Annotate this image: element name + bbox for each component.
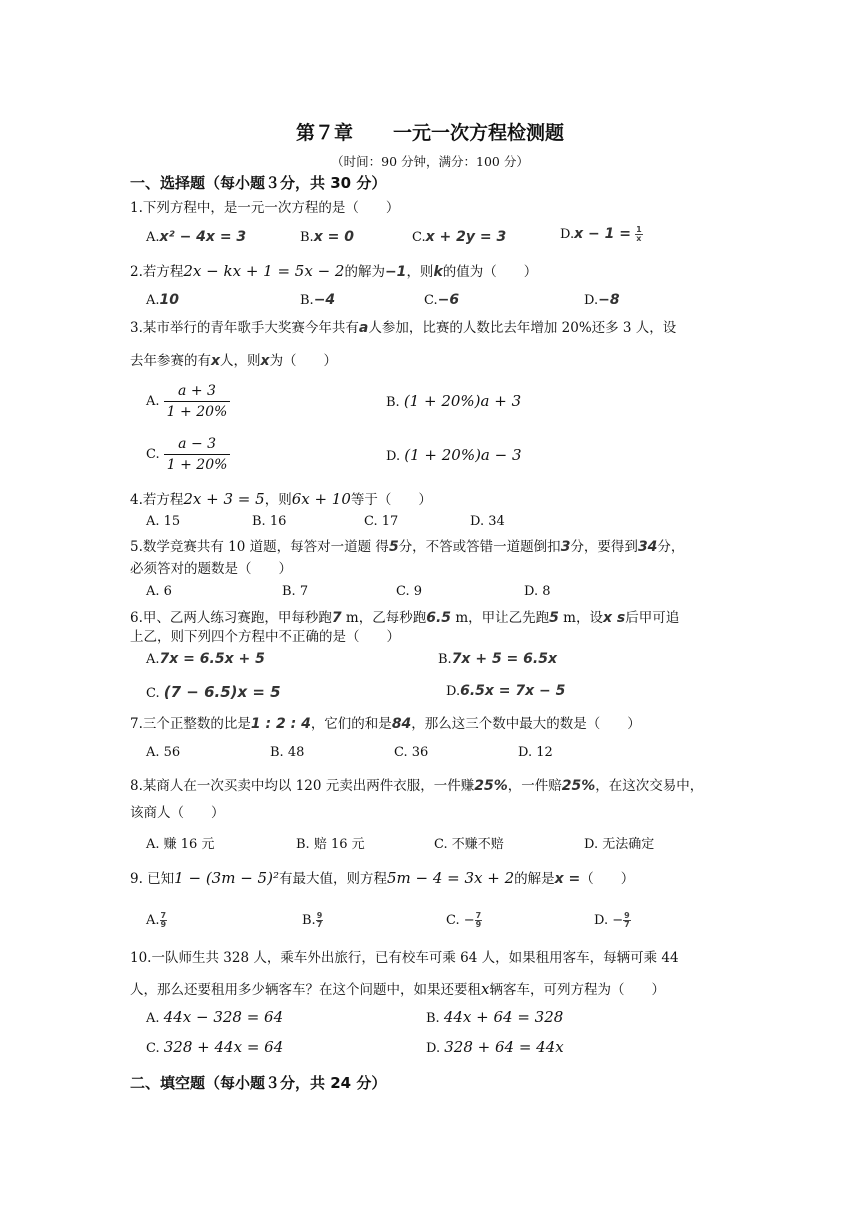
q1-option-c: C.x + 2y = 3 — [412, 229, 507, 245]
q1-option-b: B.x = 0 — [300, 229, 354, 245]
q9-option-a: A. $\frac{7}{9}$ — [146, 911, 167, 929]
question-10-line-2: 人，那么还要租用多少辆客车？在这个问题中，如果还要租x辆客车，可列方程为（ ） — [130, 980, 665, 998]
q5-option-c: C. 9 — [396, 584, 423, 599]
question-6-line-1: 6.甲、乙两人练习赛跑，甲每秒跑7 m，乙每秒跑6.5 m，甲让乙先跑5 m，设x s后甲可追 — [130, 610, 680, 626]
q2-option-d: D.−8 — [584, 292, 620, 308]
q1-option-a: A.x² − 4x = 3 — [146, 229, 247, 245]
question-9: 9. 已知1 − (3m − 5)²有最大值，则方程5m − 4 = 3x + 2的解是x =（ ） — [130, 869, 635, 887]
q9-option-d: D. − $\frac{9}{7}$ — [594, 911, 630, 929]
q6-option-d: D.6.5x = 7x − 5 — [446, 683, 566, 699]
q8-option-d: D. 无法确定 — [584, 837, 655, 852]
q10-option-d: D. 328 + 64 = 44x — [426, 1038, 564, 1056]
q9-option-c: C. − $\frac{7}{9}$ — [446, 911, 482, 929]
question-8-line-2: 该商人（ ） — [130, 805, 225, 821]
q5-option-a: A. 6 — [146, 584, 172, 599]
question-5-line-1: 5.数学竞赛共有 10 道题，每答对一道题 得5分，不答或答错一道题倒扣3分，要得到34分， — [130, 539, 685, 555]
section-heading-choice: 一、选择题（每小题３分，共 30 分） — [130, 174, 387, 192]
question-2: 2.若方程2x − kx + 1 = 5x − 2的解为−1，则k的值为（ ） — [130, 262, 538, 280]
q4-option-a: A. 15 — [146, 514, 181, 529]
q1-option-d: D.x − 1 = $\frac{1}{x}$ — [560, 225, 642, 243]
question-7: 7.三个正整数的比是1 : 2 : 4，它们的和是84，那么这三个数中最大的数是（ ） — [130, 716, 641, 732]
q3-option-d: D. (1 + 20%)a − 3 — [386, 446, 522, 464]
exam-info: （时间：90 分钟，满分：100 分） — [331, 154, 529, 169]
q7-option-c: C. 36 — [394, 745, 429, 760]
q3-option-c: C. $\frac{a - 3}{1 + 20\%}$ — [146, 434, 230, 475]
q7-option-d: D. 12 — [518, 745, 553, 760]
q6-option-b: B.7x + 5 = 6.5x — [438, 651, 557, 667]
q8-option-a: A. 赚 16 元 — [146, 837, 215, 852]
question-1: 1.下列方程中，是一元一次方程的是（ ） — [130, 200, 400, 216]
q9-option-b: B. $\frac{9}{7}$ — [302, 911, 323, 929]
question-8-line-1: 8.某商人在一次买卖中均以 120 元卖出两件衣服，一件赚25%，一件赔25%，在这次交易中， — [130, 778, 704, 794]
question-6-line-2: 上乙，则下列四个方程中不正确的是（ ） — [130, 629, 400, 645]
chapter-name: 一元一次方程检测题 — [393, 122, 565, 144]
question-3-line-2: 去年参赛的有x人，则x为（ ） — [130, 353, 338, 369]
q8-option-c: C. 不赚不赔 — [434, 837, 504, 852]
q2-option-b: B.−4 — [300, 292, 336, 308]
question-3-line-1: 3.某市举行的青年歌手大奖赛今年共有a人参加，比赛的人数比去年增加 20%还多 3 人，设 — [130, 320, 677, 336]
question-4: 4.若方程2x + 3 = 5，则6x + 10等于（ ） — [130, 490, 432, 508]
q2-option-a: A.10 — [146, 292, 180, 308]
q2-option-c: C.−6 — [424, 292, 460, 308]
q3-option-a: A. $\frac{a + 3}{1 + 20\%}$ — [146, 381, 230, 422]
q10-option-a: A. 44x − 328 = 64 — [146, 1008, 284, 1026]
q7-option-b: B. 48 — [270, 745, 305, 760]
q4-option-c: C. 17 — [364, 514, 399, 529]
q5-option-d: D. 8 — [524, 584, 551, 599]
q6-option-a: A.7x = 6.5x + 5 — [146, 651, 265, 667]
q4-option-b: B. 16 — [252, 514, 287, 529]
q6-option-c: C. (7 − 6.5)x = 5 — [146, 683, 281, 701]
q10-option-b: B. 44x + 64 = 328 — [426, 1008, 564, 1026]
chapter-number: 第７章 — [295, 122, 353, 144]
q10-option-c: C. 328 + 44x = 64 — [146, 1038, 284, 1056]
q5-option-b: B. 7 — [282, 584, 309, 599]
q4-option-d: D. 34 — [470, 514, 505, 529]
question-5-line-2: 必须答对的题数是（ ） — [130, 561, 292, 577]
section-heading-fill-in: 二、填空题（每小题３分，共 24 分） — [130, 1074, 387, 1092]
q3-option-b: B. (1 + 20%)a + 3 — [386, 392, 522, 410]
question-10-line-1: 10.一队师生共 328 人，乘车外出旅行，已有校车可乘 64 人，如果租用客车，每辆可乘 44 — [130, 950, 679, 966]
q7-option-a: A. 56 — [146, 745, 181, 760]
page-title — [0, 118, 860, 145]
q8-option-b: B. 赔 16 元 — [296, 837, 365, 852]
